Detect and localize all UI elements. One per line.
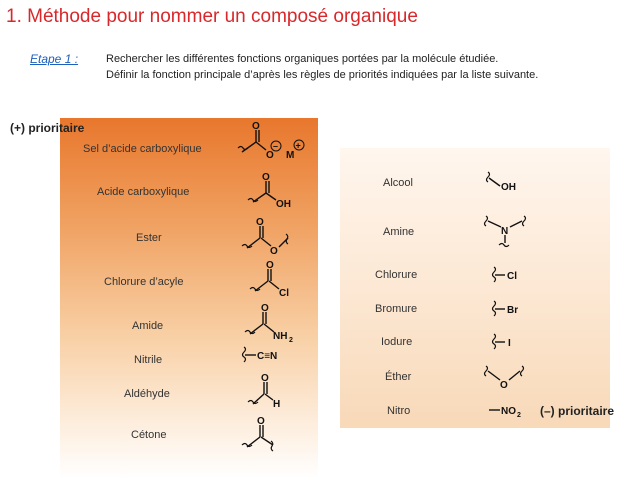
nitrile-structure	[238, 345, 298, 367]
atom-o: O	[270, 246, 278, 257]
amide-structure	[243, 302, 303, 346]
atom-h: H	[273, 399, 281, 410]
atom-n: N	[501, 226, 509, 237]
amine-structure	[484, 212, 534, 252]
function-name-acyl-chloride: Chlorure d’acyle	[104, 276, 184, 288]
atom-chlorine: Cl	[279, 288, 289, 299]
atom-o: O	[261, 303, 269, 314]
carboxylate-salt-structure	[236, 122, 316, 168]
atom-o: O	[262, 172, 270, 183]
function-name-amine: Amine	[383, 226, 415, 238]
amine-group: NH	[273, 331, 288, 342]
function-name-nitro: Nitro	[387, 405, 411, 417]
atom-metal: M	[286, 150, 295, 161]
step-line-2: Définir la fonction principale d’après les règles de priorités indiquées par la liste suivante.	[106, 69, 539, 81]
priority-low-label: (–) prioritaire	[540, 404, 615, 418]
ether-structure	[484, 362, 530, 392]
acyl-chloride-structure	[248, 259, 298, 303]
hydroxyl-group: OH	[501, 182, 516, 193]
alcohol-structure	[484, 170, 534, 196]
atom-o: O	[252, 121, 260, 132]
page-title: 1. Méthode pour nommer un composé organique	[6, 6, 418, 27]
ester-structure	[240, 216, 300, 260]
function-name-carboxylic-acid: Acide carboxylique	[97, 186, 190, 198]
carboxylic-acid-structure	[246, 172, 306, 216]
function-name-ketone: Cétone	[131, 429, 167, 441]
atom-o: O	[266, 150, 274, 161]
atom-o: O	[256, 217, 264, 228]
function-name-alcohol: Alcool	[383, 177, 413, 189]
plus-charge: +	[295, 140, 301, 151]
function-name-ether: Éther	[385, 371, 412, 383]
subscript-2: 2	[517, 412, 521, 419]
step-line-1: Rechercher les différentes fonctions organiques portées par la molécule étudiée.	[106, 53, 499, 65]
function-name-iodide: Iodure	[381, 336, 413, 348]
function-name-ester: Ester	[136, 232, 162, 244]
step-label: Etape 1 :	[30, 52, 79, 66]
function-name-bromide: Bromure	[375, 303, 418, 315]
subscript-2: 2	[289, 337, 293, 344]
atom-o: O	[261, 373, 269, 384]
nitrile-group: C≡N	[257, 351, 278, 362]
function-name-aldehyde: Aldéhyde	[124, 388, 170, 400]
function-name-carboxylate-salt: Sel d’acide carboxylique	[83, 143, 202, 155]
iodide-structure	[490, 333, 530, 351]
chloride-structure	[490, 266, 530, 284]
priority-high-label: (+) prioritaire	[10, 121, 85, 135]
hydroxyl-group: OH	[276, 199, 291, 210]
nitro-structure	[486, 401, 536, 421]
atom-o: O	[257, 416, 265, 427]
bromide-structure	[490, 300, 530, 318]
function-name-nitrile: Nitrile	[134, 354, 163, 366]
priority-panel-right	[340, 148, 610, 428]
atom-chlorine: Cl	[507, 271, 517, 282]
atom-o: O	[266, 260, 274, 271]
aldehyde-structure	[246, 372, 296, 416]
ketone-structure	[240, 415, 296, 459]
minus-charge: –	[273, 141, 279, 151]
atom-iodine: I	[508, 338, 511, 349]
nitro-group: NO	[501, 406, 516, 417]
atom-o: O	[500, 380, 508, 391]
function-name-amide: Amide	[132, 320, 164, 332]
atom-bromine: Br	[507, 305, 519, 316]
function-name-chloride: Chlorure	[375, 269, 418, 281]
